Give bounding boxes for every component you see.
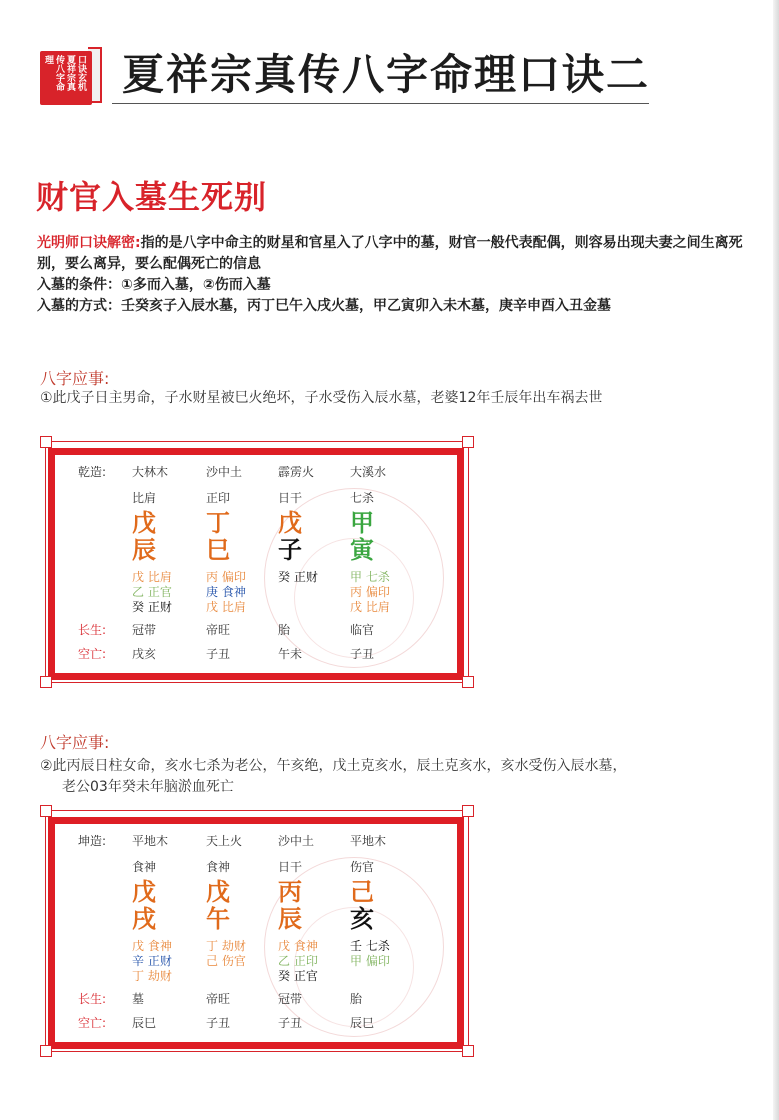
intro-line-2: 入墓的条件：①多而入墓，②伤而入墓	[37, 277, 271, 293]
earthly-branch: 辰	[132, 536, 156, 564]
nayin-label: 沙中土	[206, 465, 243, 479]
case-2-chart-frame	[40, 805, 474, 1057]
hidden-stem: 癸 正财	[278, 570, 318, 584]
intro-lead: 光明师口诀解密:	[37, 235, 141, 251]
ten-god-label: 日干	[278, 491, 303, 505]
changsheng-value: 帝旺	[206, 623, 231, 637]
hidden-stem: 庚 食神	[206, 585, 246, 599]
case-1-text-line1: ①此戊子日主男命，子水财星被巳火绝坏，子水受伤入辰水墓，老婆12年壬辰年出车祸去世	[40, 390, 603, 406]
frame-corner-mark	[462, 676, 474, 688]
intro-line-3: 入墓的方式：壬癸亥子入辰水墓，丙丁巳午入戌火墓，甲乙寅卯入未木墓，庚辛申酉入丑金墓	[37, 298, 611, 314]
hidden-stem: 壬 七杀	[350, 939, 390, 953]
hidden-stem: 戊 比肩	[206, 600, 246, 614]
case-2-text-line2: 老公03年癸未年脑淤血死亡	[62, 779, 234, 795]
kongwang-value: 戌亥	[132, 647, 157, 661]
hidden-stem: 戊 比肩	[350, 600, 390, 614]
intro-line-1	[37, 233, 747, 275]
gender-label: 坤造:	[78, 834, 107, 848]
logo-text: 口诀玄机 夏祥宗真传八字命理	[43, 55, 86, 91]
changsheng-value: 临官	[350, 623, 375, 637]
hidden-stem: 癸 正财	[132, 600, 172, 614]
frame-corner-mark	[40, 676, 52, 688]
changsheng-label: 长生:	[78, 992, 107, 1006]
earthly-branch: 亥	[350, 905, 374, 933]
ten-god-label: 正印	[206, 491, 231, 505]
nayin-label: 大林木	[132, 465, 169, 479]
heavenly-stem: 己	[350, 878, 374, 906]
changsheng-value: 冠带	[132, 623, 157, 637]
hidden-stem: 丙 偏印	[350, 585, 390, 599]
ten-god-label: 比肩	[132, 491, 157, 505]
nayin-label: 平地木	[132, 834, 169, 848]
nayin-label: 天上火	[206, 834, 243, 848]
earthly-branch: 戌	[132, 905, 156, 933]
kongwang-label: 空亡:	[78, 647, 107, 661]
changsheng-value: 帝旺	[206, 992, 231, 1006]
hidden-stem: 戊 食神	[132, 939, 172, 953]
hidden-stem: 丁 劫财	[132, 969, 172, 983]
changsheng-value: 胎	[350, 992, 363, 1006]
heavenly-stem: 丙	[278, 878, 302, 906]
earthly-branch: 巳	[206, 536, 230, 564]
kongwang-value: 子丑	[206, 647, 231, 661]
kongwang-value: 子丑	[278, 1016, 303, 1030]
frame-corner-mark	[462, 805, 474, 817]
ten-god-label: 日干	[278, 860, 303, 874]
hidden-stem: 戊 比肩	[132, 570, 172, 584]
ten-god-label: 七杀	[350, 491, 375, 505]
case-1-text	[40, 388, 740, 409]
ten-god-label: 食神	[132, 860, 157, 874]
frame-corner-mark	[462, 436, 474, 448]
kongwang-value: 午未	[278, 647, 303, 661]
case-2-text-line1: ②此丙辰日柱女命，亥水七杀为老公，午亥绝，戊土克亥水，辰土克亥水，亥水受伤入辰水墓，	[40, 758, 627, 774]
section-title: 财官入墓生死别	[36, 178, 268, 216]
hidden-stem: 甲 七杀	[350, 570, 390, 584]
heavenly-stem: 丁	[206, 509, 230, 537]
hidden-stem: 癸 正官	[278, 969, 318, 983]
kongwang-value: 子丑	[350, 647, 375, 661]
case-2-text	[40, 756, 740, 798]
hidden-stem: 己 伤官	[206, 954, 246, 968]
case-1-heading: 八字应事:	[40, 369, 110, 388]
heavenly-stem: 戊	[206, 878, 230, 906]
kongwang-value: 子丑	[206, 1016, 231, 1030]
kongwang-value: 辰巳	[350, 1016, 375, 1030]
hidden-stem: 乙 正印	[278, 954, 318, 968]
ten-god-label: 食神	[206, 860, 231, 874]
heavenly-stem: 戊	[132, 878, 156, 906]
intro-paragraph	[37, 233, 747, 317]
case-2-heading: 八字应事:	[40, 733, 110, 752]
page-edge	[773, 0, 779, 1120]
hidden-stem: 丁 劫财	[206, 939, 246, 953]
hidden-stem: 甲 偏印	[350, 954, 390, 968]
logo	[36, 45, 108, 107]
nayin-label: 沙中土	[278, 834, 315, 848]
hidden-stem: 丙 偏印	[206, 570, 246, 584]
earthly-branch: 寅	[350, 536, 374, 564]
gender-label: 乾造:	[78, 465, 107, 479]
hidden-stem: 辛 正财	[132, 954, 172, 968]
ten-god-label: 伤官	[350, 860, 375, 874]
frame-corner-mark	[40, 436, 52, 448]
hidden-stem: 乙 正官	[132, 585, 172, 599]
title-divider	[112, 103, 649, 104]
nayin-label: 霹雳火	[278, 465, 315, 479]
nayin-label: 大溪水	[350, 465, 387, 479]
earthly-branch: 辰	[278, 905, 302, 933]
kongwang-value: 辰巳	[132, 1016, 157, 1030]
frame-corner-mark	[40, 1045, 52, 1057]
earthly-branch: 子	[278, 536, 302, 564]
heavenly-stem: 戊	[278, 509, 302, 537]
nayin-label: 平地木	[350, 834, 387, 848]
changsheng-value: 冠带	[278, 992, 303, 1006]
heavenly-stem: 戊	[132, 509, 156, 537]
changsheng-label: 长生:	[78, 623, 107, 637]
changsheng-value: 墓	[132, 992, 145, 1006]
case-1-chart-frame	[40, 436, 474, 688]
frame-corner-mark	[462, 1045, 474, 1057]
kongwang-label: 空亡:	[78, 1016, 107, 1030]
hidden-stem: 戊 食神	[278, 939, 318, 953]
frame-corner-mark	[40, 805, 52, 817]
heavenly-stem: 甲	[350, 509, 374, 537]
intro-text: 指的是八字中命主的财星和官星入了八字中的墓，财官一般代表配偶，则容易出现夫妻之间生离死别，要么离异，要么配偶死亡的信息	[37, 235, 743, 272]
earthly-branch: 午	[206, 905, 230, 933]
changsheng-value: 胎	[278, 623, 291, 637]
page-title: 夏祥宗真传八字命理口诀二	[122, 50, 651, 99]
